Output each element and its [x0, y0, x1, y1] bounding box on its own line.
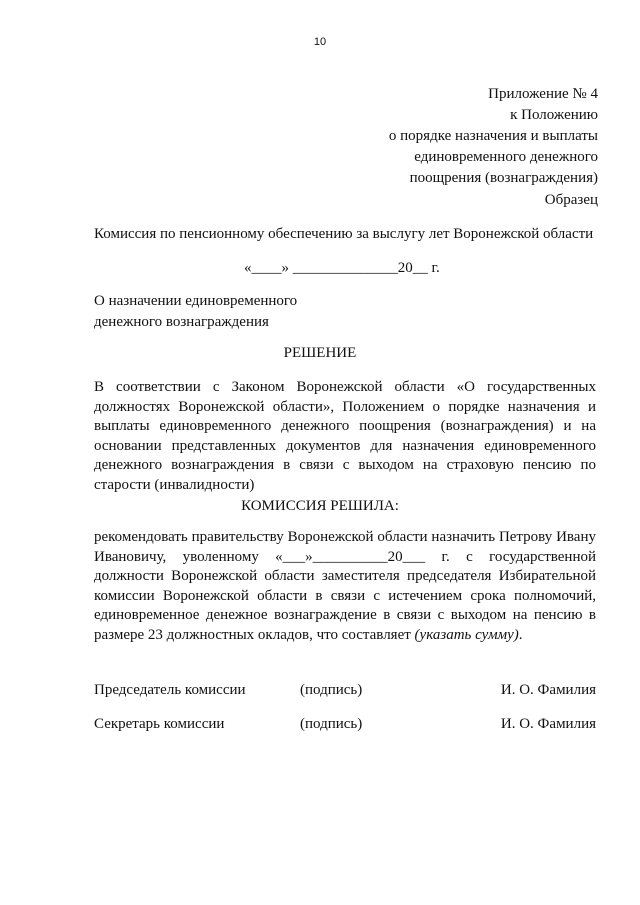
subject-line: О назначении единовременного — [94, 293, 298, 309]
appendix-line: поощрения (вознаграждения) — [409, 170, 598, 186]
signature-row-chairman — [94, 682, 596, 702]
signature-name: И. О. Фамилия — [500, 716, 596, 732]
sample-label: Образец — [544, 192, 598, 208]
resolution-end: . — [518, 626, 523, 643]
appendix-line: Приложение № 4 — [488, 86, 598, 102]
resolution-paragraph — [94, 528, 596, 645]
appendix-line: о порядке назначения и выплаты — [388, 128, 598, 144]
resolution-text: рекомендовать правительству Воронежской области назначить Петрову Ивану Ивановичу, уволенному «___»__________20___ г. с государственной должности Воронежской области заместителя председателя Избирательной комиссии Воронежской области в связи с истечением срока полномочий, единовременное денежное вознаграждение в связи с выходом на пенсию в размере 23 должностных окладов, что составляет — [94, 529, 596, 643]
signature-placeholder: (подпись) — [300, 716, 363, 732]
signature-row-secretary — [94, 716, 596, 736]
commission-title: Комиссия по пенсионному обеспечению за выслугу лет Воронежской области — [94, 226, 594, 242]
date-line: «____» ______________20__ г. — [244, 260, 440, 276]
appendix-line: к Положению — [510, 107, 598, 123]
appendix-line: единовременного денежного — [414, 149, 598, 165]
signature-role: Секретарь комиссии — [94, 716, 225, 732]
signature-name: И. О. Фамилия — [500, 682, 596, 698]
subject-line: денежного вознаграждения — [94, 314, 269, 330]
decision-heading: РЕШЕНИЕ — [283, 345, 357, 361]
resolved-heading: КОМИССИЯ РЕШИЛА: — [241, 498, 399, 514]
preamble-paragraph: В соответствии с Законом Воронежской области «О государственных должностях Воронежской области», Положением о порядке назначения и выплаты единовременного денежного поощрения (вознаграждения) и на основании представленных документов для назначения единовременного денежного вознаграждения в связи с выходом на страховую пенсию по старости (инвалидности) — [94, 379, 596, 493]
amount-note: (указать сумму) — [414, 626, 519, 643]
signature-role: Председатель комиссии — [94, 682, 246, 698]
appendix-block — [389, 84, 598, 189]
page-number: 10 — [313, 36, 327, 48]
subject-block — [94, 291, 297, 333]
signature-placeholder: (подпись) — [300, 682, 363, 698]
